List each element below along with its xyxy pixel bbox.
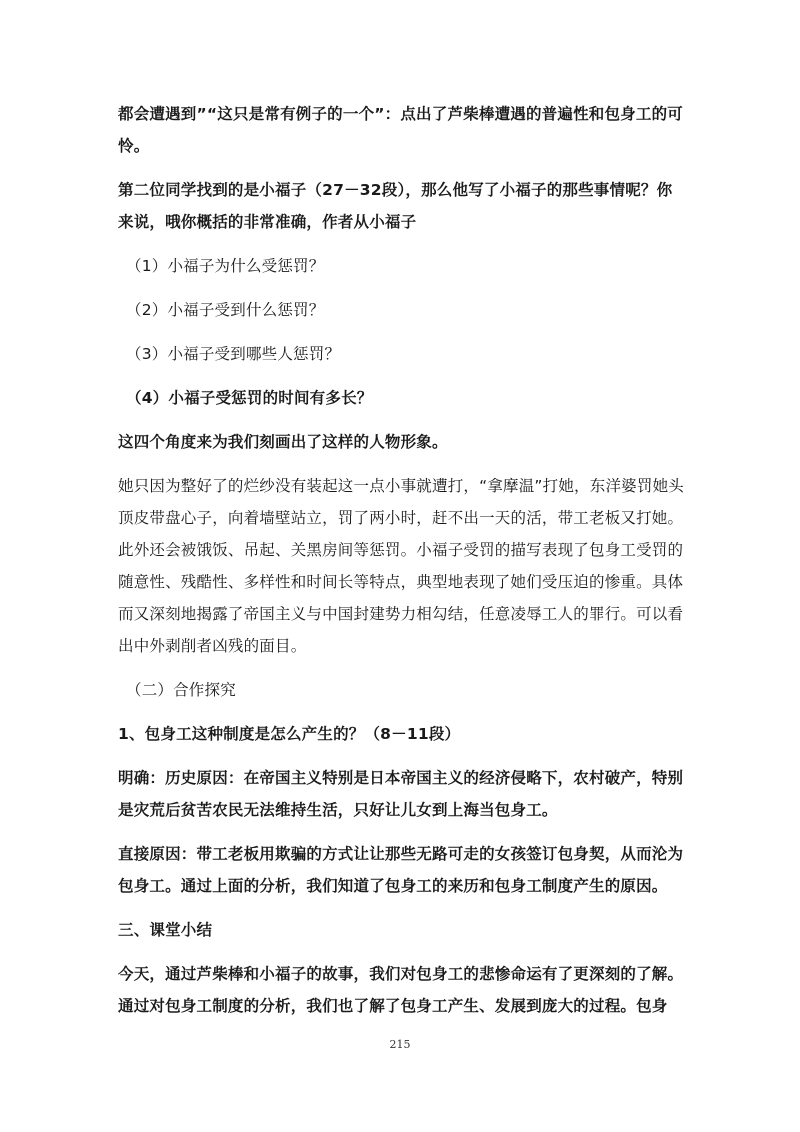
document-body [118, 98, 684, 1022]
paragraph-direct-cause: 直接原因：带工老板用欺骗的方式让让那些无路可走的女孩签订包身契，从而沦为包身工。通过上面的分析，我们知道了包身工的来历和包身工制度产生的原因。 [118, 845, 684, 895]
paragraph-1: 都会遭遇到”“这只是常有例子的一个”：点出了芦柴棒遭遇的普遍性和包身工的可怜。 [118, 105, 683, 155]
paragraph-historical-cause: 明确：历史原因：在帝国主义特别是日本帝国主义的经济侵略下，农村破产，特别是灾荒后贫苦农民无法维持生活，只好让儿女到上海当包身工。 [118, 769, 684, 819]
question-item-1: （1）小福子为什么受惩罚？ [126, 257, 325, 275]
question-item-2: （2）小福子受到什么惩罚？ [126, 301, 325, 319]
paragraph-xiaofuzi-punishment: 她只因为整好了的烂纱没有装起这一点小事就遭打，“拿摩温”打她，东洋婆罚她头顶皮带盘心子，向着墙壁站立，罚了两小时，赶不出一天的活，带工老板又打她。此外还会被饿饭、吊起、关黑房间等惩罚。小福子受罚的描写表现了包身工受罚的随意性、残酷性、多样性和时间长等特点，典型地表现了她们受压迫的惨重。具体而又深刻地揭露了帝国主义与中国封建势力相勾结，任意凌辱工人的罪行。可以看出中外剥削者凶残的面目。 [118, 477, 684, 655]
paragraph-class-summary: 今天，通过芦柴棒和小福子的故事，我们对包身工的悲惨命运有了更深刻的了解。通过对包身工制度的分析，我们也了解了包身工产生、发展到庞大的过程。包身 [118, 965, 684, 1015]
question-item-3: （3）小福子受到哪些人惩罚？ [126, 345, 341, 363]
section-heading-cooperation: （二）合作探究 [126, 681, 236, 699]
page-number: 215 [389, 1038, 411, 1051]
paragraph-summary-angles: 这四个角度来为我们刻画出了这样的人物形象。 [118, 433, 448, 451]
paragraph-2: 第二位同学找到的是小福子（27－32段），那么他写了小福子的那些事情呢？你来说，哦你概括的非常准确，作者从小福子 [118, 181, 673, 231]
section-heading-summary: 三、课堂小结 [118, 921, 213, 939]
question-item-4: （4）小福子受惩罚的时间有多长？ [126, 389, 373, 407]
question-heading-origin: 1、包身工这种制度是怎么产生的？（8－11段） [118, 725, 461, 743]
